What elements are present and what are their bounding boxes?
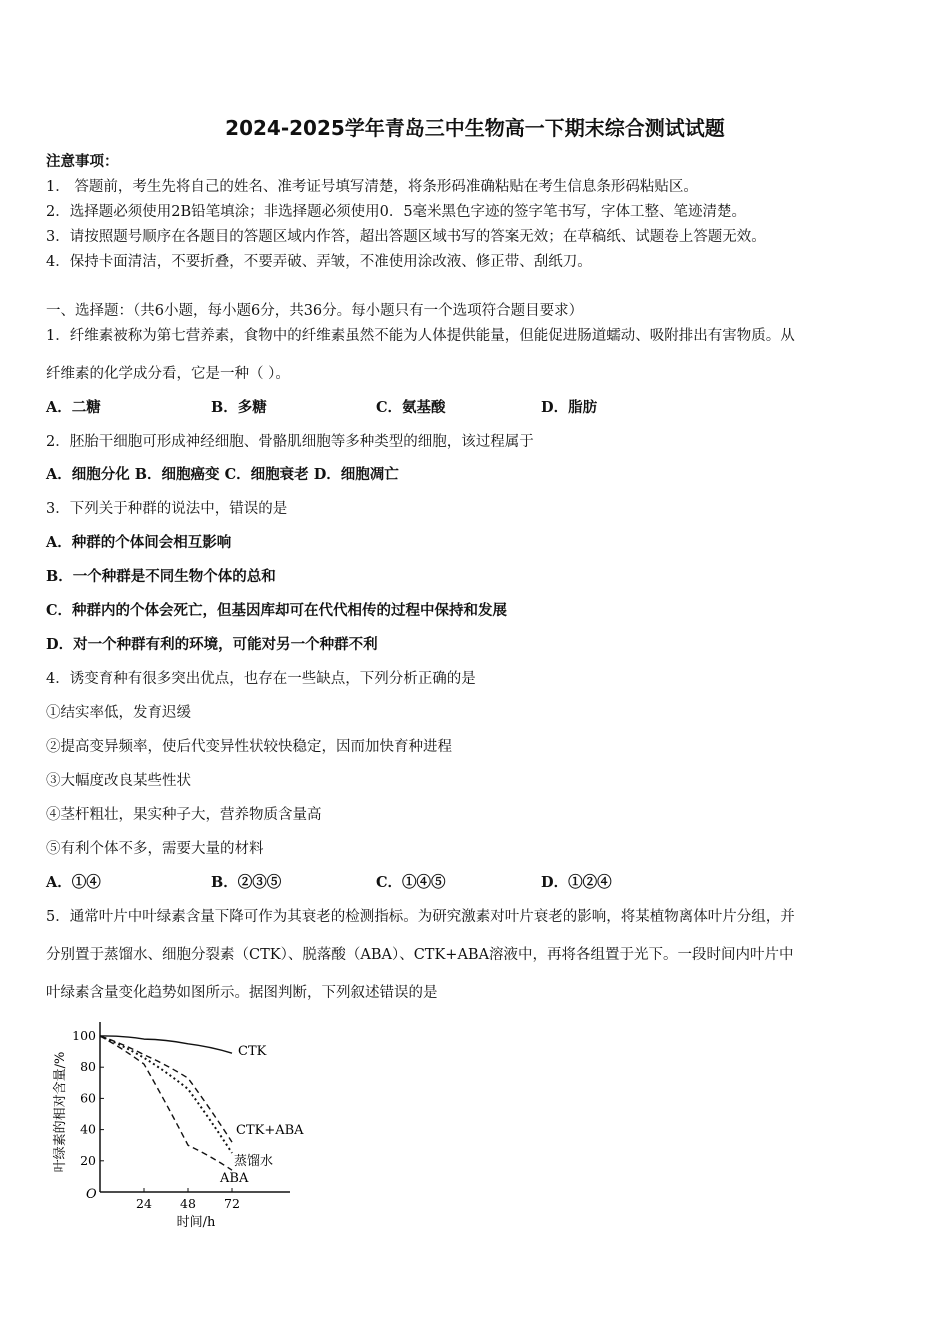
q1-option-a: A．二糖 [46, 399, 101, 416]
series-line-ABA [100, 1036, 232, 1170]
q1-option-c: C．氨基酸 [376, 399, 446, 416]
q3-stem: 3．下列关于种群的说法中，错误的是 [46, 501, 288, 517]
notice-item-3: 3．请按照题号顺序在各题目的答题区域内作答，超出答题区域书写的答案无效；在草稿纸、试题卷上答题无效。 [46, 229, 766, 245]
x-tick-label: 72 [224, 1196, 240, 1211]
notice-item-4: 4．保持卡面清洁，不要折叠，不要弄破、弄皱，不准使用涂改液、修正带、刮纸刀。 [46, 254, 592, 270]
y-tick-label: 60 [80, 1090, 96, 1106]
y-axis-label: 叶绿素的相对含量/% [53, 1051, 68, 1173]
q4-option-c: C．①④⑤ [376, 874, 446, 891]
page-title: 2024-2025学年青岛三中生物高一下期末综合测试试题 [225, 116, 725, 140]
q4-option-b: B．②③⑤ [211, 874, 282, 891]
q3-option-c: C．种群内的个体会死亡，但基因库却可在代代相传的过程中保持和发展 [46, 602, 508, 619]
y-tick-label: 40 [80, 1121, 96, 1137]
q4-item-2: ②提高变异频率，使后代变异性状较快稳定，因而加快育种进程 [46, 739, 452, 755]
notice-item-1: 1． 答题前，考生先将自己的姓名、准考证号填写清楚，将条形码准确粘贴在考生信息条形码粘贴区。 [46, 179, 698, 195]
series-label: CTK [238, 1044, 267, 1060]
x-tick-label: 24 [136, 1196, 152, 1211]
q3-option-a: A．种群的个体间会相互影响 [46, 534, 232, 551]
q1-options [46, 398, 597, 418]
q1-stem-line1: 1．纤维素被称为第七营养素，食物中的纤维素虽然不能为人体提供能量，但能促进肠道蠕动、吸附排出有害物质。从 [46, 328, 795, 344]
series-line-CTK+ABA [100, 1036, 232, 1142]
notice-item-2: 2．选择题必须使用2B铅笔填涂；非选择题必须使用0．5毫米黑色字迹的签字笔书写，字体工整、笔迹清楚。 [46, 204, 747, 220]
x-tick-label: 48 [180, 1196, 196, 1211]
x-axis-label: 时间/h [176, 1215, 216, 1230]
y-tick-label: 80 [80, 1059, 96, 1075]
q4-item-4: ④茎杆粗壮，果实种子大，营养物质含量高 [46, 807, 322, 823]
q4-item-1: ①结实率低，发育迟缓 [46, 705, 191, 721]
series-label: ABA [220, 1171, 249, 1187]
origin-label: O [86, 1187, 97, 1202]
q3-option-b: B．一个种群是不同生物个体的总和 [46, 568, 276, 585]
q5-stem-line1: 5．通常叶片中叶绿素含量下降可作为其衰老的检测指标。为研究激素对叶片衰老的影响，将某植物离体叶片分组，并 [46, 909, 795, 925]
section-heading: 一、选择题：（共6小题，每小题6分，共36分。每小题只有一个选项符合题目要求） [46, 303, 584, 319]
q1-option-b: B．多糖 [211, 399, 267, 416]
q4-option-d: D．①②④ [541, 874, 612, 891]
q4-stem: 4．诱变育种有很多突出优点，也存在一些缺点，下列分析正确的是 [46, 671, 476, 687]
q4-option-a: A．①④ [46, 874, 101, 891]
series-label: CTK+ABA [236, 1123, 304, 1139]
q5-stem-line3: 叶绿素含量变化趋势如图所示。据图判断，下列叙述错误的是 [46, 985, 438, 1001]
q1-option-d: D．脂肪 [541, 399, 598, 416]
q5-stem-line2: 分别置于蒸馏水、细胞分裂素（CTK）、脱落酸（ABA）、CTK+ABA溶液中，再将各组置于光下。一段时间内叶片中 [46, 947, 794, 963]
q2-options: A．细胞分化 B．细胞癌变 C．细胞衰老 D．细胞凋亡 [46, 466, 399, 483]
notice-heading: 注意事项： [46, 153, 119, 170]
chlorophyll-chart [44, 1012, 324, 1234]
q4-item-5: ⑤有利个体不多，需要大量的材料 [46, 841, 264, 857]
series-label: 蒸馏水 [234, 1154, 274, 1169]
y-tick-label: 100 [72, 1028, 96, 1043]
q4-item-3: ③大幅度改良某些性状 [46, 773, 191, 789]
q2-stem: 2．胚胎干细胞可形成神经细胞、骨骼肌细胞等多种类型的细胞，该过程属于 [46, 434, 534, 450]
q1-stem-line2: 纤维素的化学成分看，它是一种（ ）。 [46, 366, 290, 382]
y-tick-label: 20 [80, 1152, 96, 1168]
q3-option-d: D．对一个种群有利的环境，可能对另一个种群不利 [46, 636, 378, 653]
series-line-蒸馏水 [100, 1036, 232, 1153]
q4-options [46, 873, 612, 893]
